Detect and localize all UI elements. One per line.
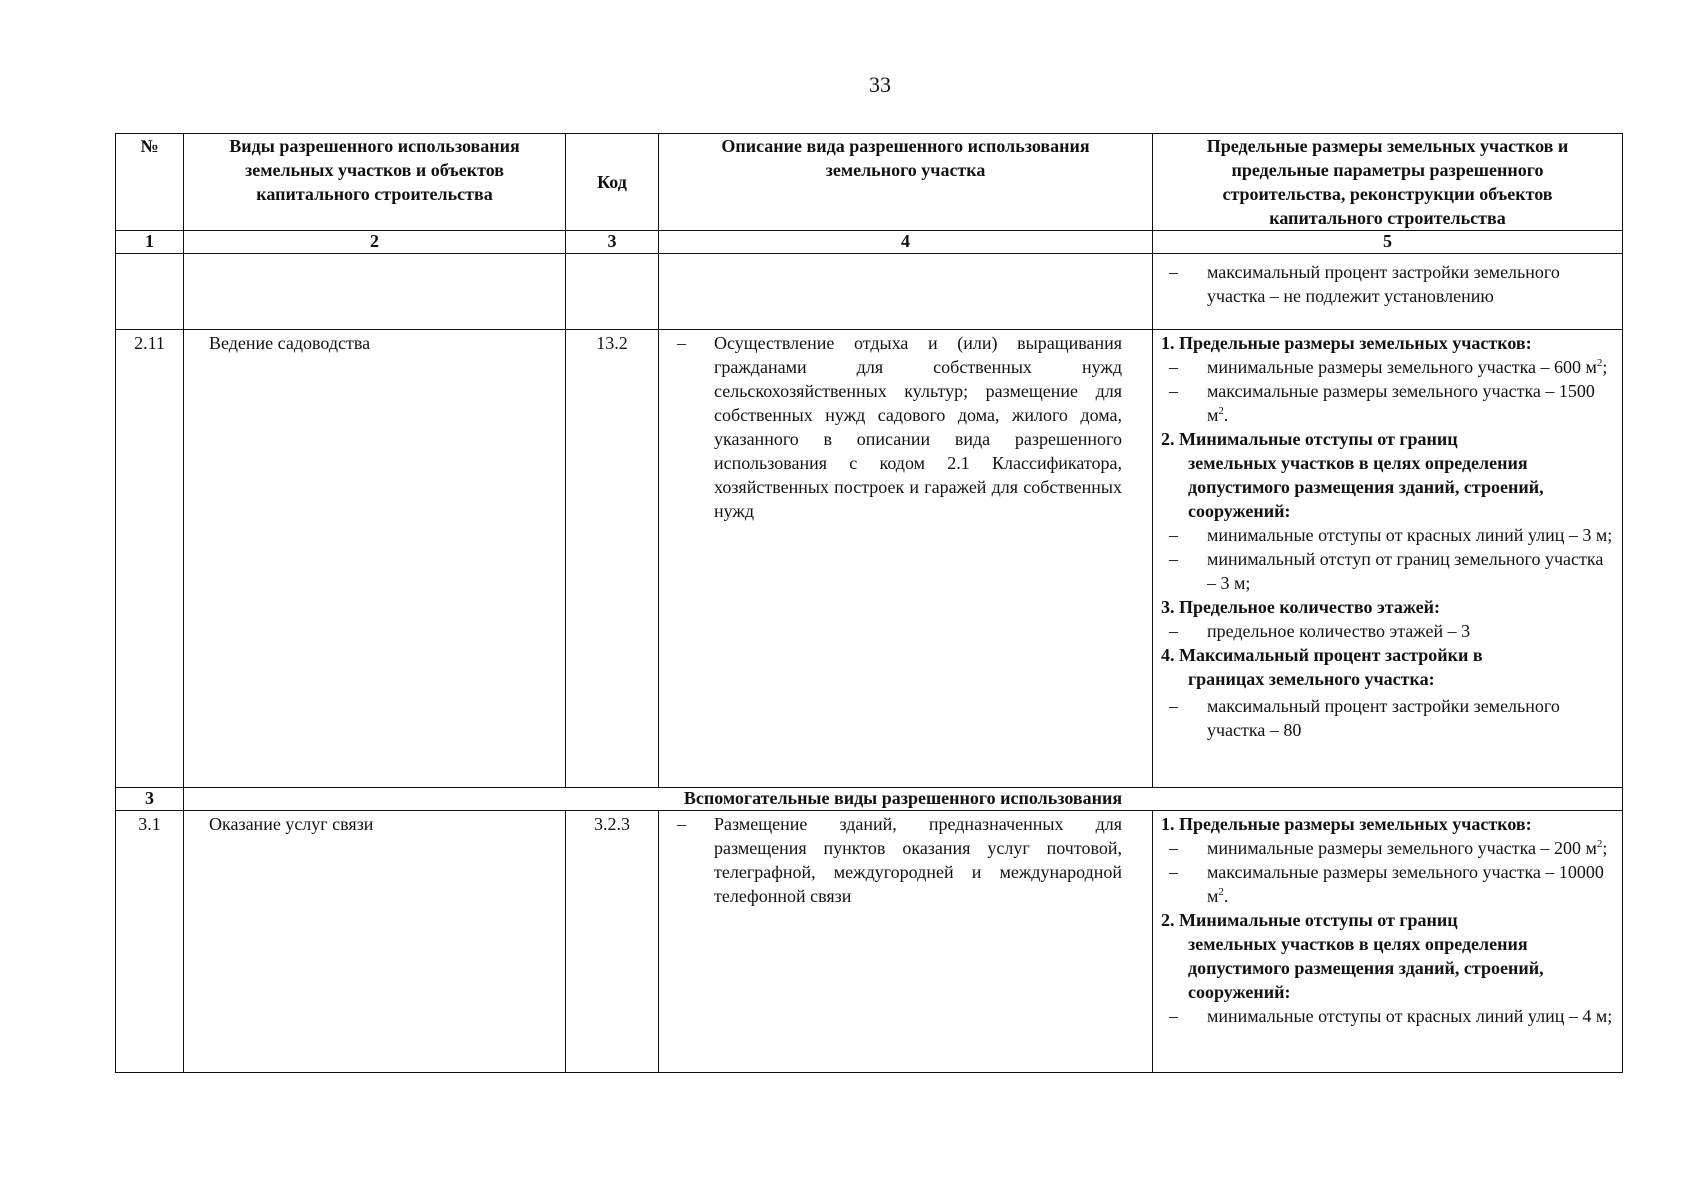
list-item: – максимальные размеры земельного участка – 1500 $м^2$. <box>1169 381 1595 425</box>
header-types: Виды разрешенного использования земельных участков и объектов капитального строительства <box>184 134 566 231</box>
list-item: – минимальные размеры земельного участка – 200 $м^2$; <box>1169 838 1608 858</box>
parameters <box>1153 330 1622 742</box>
page-number: 33 <box>869 72 891 97</box>
list-item: – минимальные отступы от красных линий улиц – 4 м; <box>1169 1006 1613 1026</box>
use-type-name: Ведение садоводства <box>184 330 566 788</box>
list-item: – минимальные размеры земельного участка – 600 $м^2$; <box>1169 357 1608 377</box>
table-row <box>116 811 1623 1073</box>
param-heading: 1. Предельные размеры земельных участков: <box>1161 814 1532 834</box>
param-heading: 1. Предельные размеры земельных участков: <box>1161 333 1532 353</box>
row-number: 3.1 <box>116 811 184 1073</box>
column-number-row <box>116 231 1623 254</box>
column-number: 3 <box>566 231 659 254</box>
row-number: 2.11 <box>116 330 184 788</box>
parameters <box>1153 811 1622 1028</box>
zoning-table <box>115 133 1623 1073</box>
column-number: 1 <box>116 231 184 254</box>
use-code: 3.2.3 <box>566 811 659 1073</box>
param-heading: 3. Предельное количество этажей: <box>1161 597 1440 617</box>
section-title: Вспомогательные виды разрешенного использования <box>184 788 1623 811</box>
continuation-row <box>116 254 1623 330</box>
param-heading: 4. Максимальный процент застройки в границах земельного участка: <box>1161 645 1483 689</box>
column-number: 4 <box>659 231 1153 254</box>
column-number: 2 <box>184 231 566 254</box>
header-parameters: Предельные размеры земельных участков и предельные параметры разрешенного строительства, реконструкции объектов капитального строительства <box>1153 134 1623 231</box>
header-num: № <box>116 134 184 231</box>
table-header-row <box>116 134 1623 231</box>
use-type-name: Оказание услуг связи <box>184 811 566 1073</box>
list-item: – максимальный процент застройки земельного участка – 80 <box>1169 696 1560 740</box>
use-code: 13.2 <box>566 330 659 788</box>
use-description: – Осуществление отдыха и (или) выращивания гражданами для собственных нужд сельскохозяйственных культур; размещение для собственных нужд садового дома, жилого дома, указанного в описании вида разрешенного использования с кодом 2.1 Классификатора, хозяйственных построек и гаражей для собственных нужд <box>677 333 1122 521</box>
param-heading: 2. Минимальные отступы от границ земельных участков в целях определения допустимого размещения зданий, строений, сооружений: <box>1161 429 1544 521</box>
header-description: Описание вида разрешенного использования земельного участка <box>659 134 1153 231</box>
list-item: – максимальные размеры земельного участка – 10000 $м^2$. <box>1169 862 1604 906</box>
list-item: – минимальные отступы от красных линий улиц – 3 м; <box>1169 525 1613 545</box>
table-row <box>116 330 1623 788</box>
section-number: 3 <box>116 788 184 811</box>
column-number: 5 <box>1153 231 1623 254</box>
list-item: – предельное количество этажей – 3 <box>1169 621 1471 641</box>
use-description: – Размещение зданий, предназначенных для размещения пунктов оказания услуг почтовой, телеграфной, междугородней и международной телефонной связи <box>677 814 1122 906</box>
list-item: – максимальный процент застройки земельного участка – не подлежит установлению <box>1169 262 1560 306</box>
section-row <box>116 788 1623 811</box>
param-heading: 2. Минимальные отступы от границ земельных участков в целях определения допустимого размещения зданий, строений, сооружений: <box>1161 910 1544 1002</box>
header-code: Код <box>566 134 659 231</box>
list-item: – минимальный отступ от границ земельного участка – 3 м; <box>1169 549 1604 593</box>
